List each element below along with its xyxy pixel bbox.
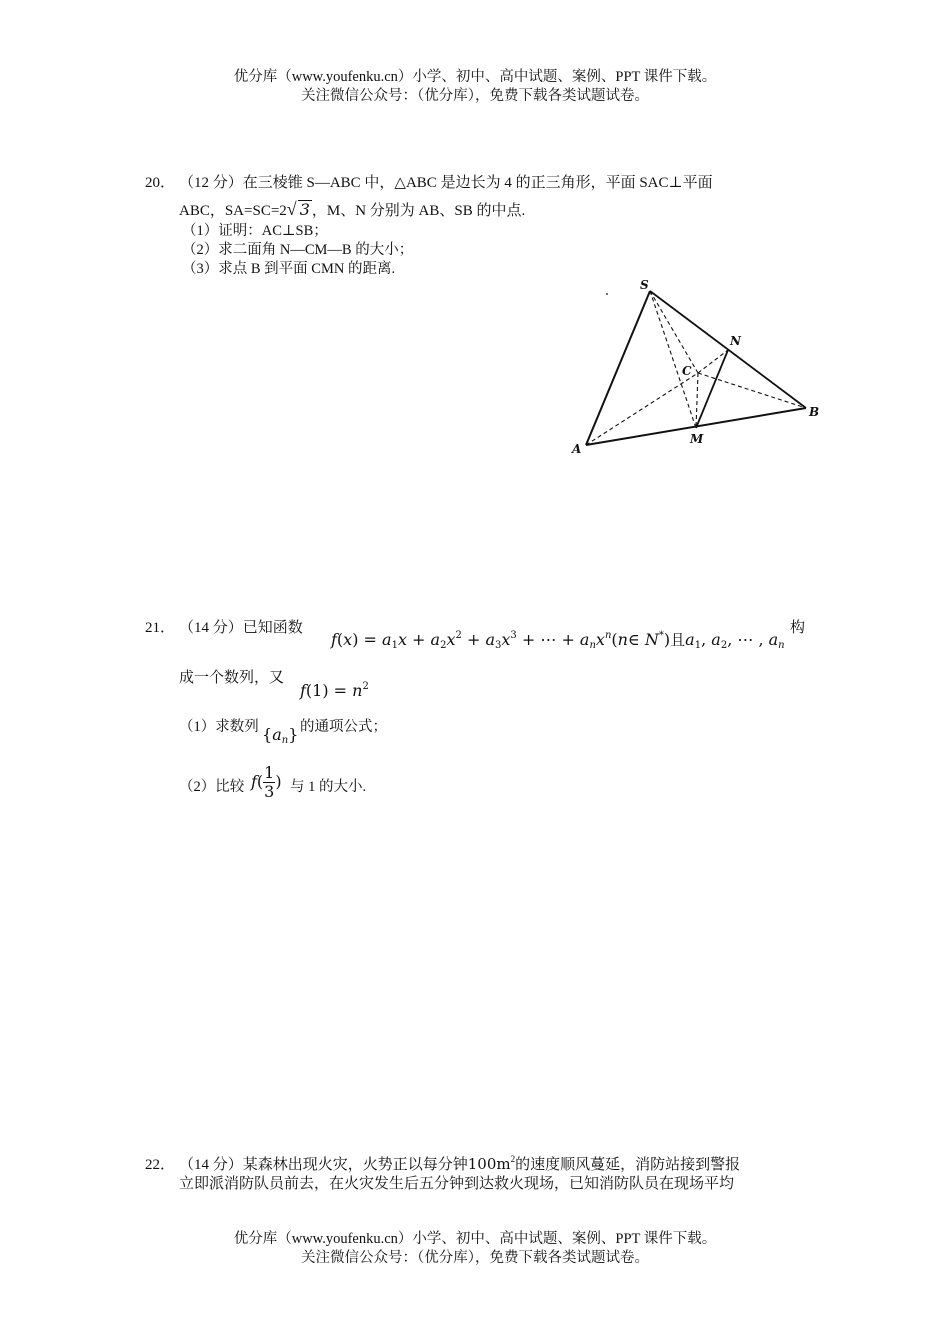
question-21-part-2-b: 与 1 的大小. [290,779,367,795]
question-20-number: 20． [145,175,176,191]
question-22-line-2: 立即派消防队员前去，在火灾发生后五分钟到达救火现场，已知消防队员在现场平均 [179,1176,735,1192]
edge-SC [650,291,698,373]
question-20-given: ABC，SA=SC=2 [179,203,287,219]
question-21-line-2: 成一个数列，又 [179,670,285,686]
question-21-part-1-b: 的通项公式； [300,719,387,735]
sqrt-radicand: 3 [299,200,310,219]
question-20-part-3: （3）求点 B 到平面 CMN 的距离. [182,261,396,277]
segment-SM [650,291,696,428]
question-22-stem: （14 分）某森林出现火灾，火势正以每分钟 [179,1157,468,1173]
condition-f1: $f(1) = n^2$ [300,681,369,700]
footer-line-2: 关注微信公众号：（优分库），免费下载各类试题试卷。 [301,1250,649,1266]
question-20-stem: （12 分）在三棱锥 S—ABC 中，△ABC 是边长为 4 的正三角形，平面 SAC⊥平面 [179,175,713,191]
question-22-line-1 [145,1148,740,1176]
f-one-third: f( $\frac{1}{3}$ ) [251,763,282,801]
page-footer [0,1230,950,1268]
question-20-midpoints: ，M、N 分别为 AB、SB 的中点. [311,203,526,219]
edge-AC [586,373,698,445]
question-22-number: 22． [145,1157,176,1173]
rate-unit-exponent: 2 [510,1154,516,1164]
label-N: N [730,334,741,348]
question-21-number: 21． [145,620,176,636]
edge-SA [586,291,650,445]
question-20-line-2 [179,198,525,222]
label-B: B [809,405,820,419]
question-22-stem-cont: 的速度顺风蔓延，消防站接到警报 [515,1157,741,1173]
question-20-part-1: （1）证明：AC⊥SB； [182,223,328,239]
footer-line-1: 优分库（www.youfenku.cn）小学、初中、高中试题、案例、PPT 课件下载。 [233,1231,717,1247]
question-21-tail: 构 [790,620,806,636]
header-line-1: 优分库（www.youfenku.cn）小学、初中、高中试题、案例、PPT 课件下载。 [233,69,717,85]
header-line-2: 关注微信公众号：（优分库），免费下载各类试题试卷。 [301,88,649,104]
edge-CB [698,373,806,408]
question-21-intro: （14 分）已知函数 [179,620,303,636]
label-S: S [640,278,649,292]
question-20-line-1 [145,172,713,194]
question-20-part-2: （2）求二面角 N—CM—B 的大小； [182,242,414,258]
page-header [0,68,950,106]
question-21-part-2-a: （2）比较 [179,779,245,795]
rate-value: 100m [467,1155,511,1173]
edge-SB [650,291,806,408]
label-C: C [682,364,692,378]
question-21-line-1 [145,617,303,639]
question-21-part-1-a: （1）求数列 [179,719,259,735]
label-M: M [690,432,704,446]
sequence-an: $\{a_n\}$ [262,725,299,746]
label-A: A [572,442,582,456]
sqrt-symbol: √ [286,199,297,219]
figure-speck [606,293,608,295]
segment-CM [696,373,698,428]
tetrahedron-figure [560,275,840,465]
function-definition: $f(x) = a_1x + a_2x^2 + a_3x^3$ + ⋯ + $a_nx^n(n\in$ N*)且$a_1$, $a_2$, ⋯ , $a_n$ [331,630,785,651]
